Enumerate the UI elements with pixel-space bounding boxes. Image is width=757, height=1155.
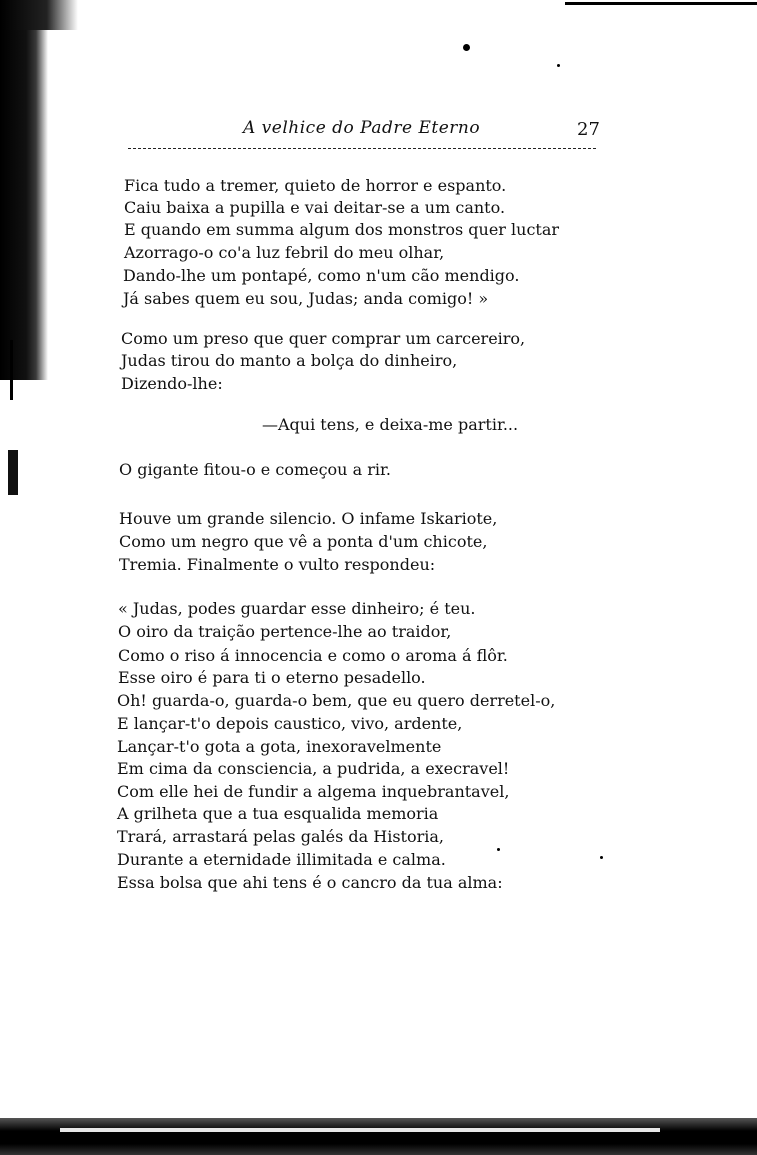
poem-line: O gigante fitou-o e começou a rir. bbox=[119, 460, 391, 479]
scan-top-rule bbox=[565, 2, 757, 5]
poem-line: Esse oiro é para ti o eterno pesadello. bbox=[118, 668, 426, 687]
page-number: 27 bbox=[577, 119, 600, 140]
poem-line: « Judas, podes guardar esse dinheiro; é teu. bbox=[118, 599, 476, 618]
poem-line: Houve um grande silencio. O infame Iskariote, bbox=[119, 509, 498, 528]
poem-line: Lançar-t'o gota a gota, inexoravelmente bbox=[117, 737, 442, 756]
ink-speck bbox=[463, 44, 470, 51]
edge-artifact bbox=[8, 450, 18, 495]
running-title: A velhice do Padre Eterno bbox=[243, 118, 481, 138]
poem-line: Caiu baixa a pupilla e vai deitar-se a um canto. bbox=[124, 198, 506, 217]
poem-line: O oiro da traição pertence-lhe ao traidor, bbox=[118, 622, 452, 641]
poem-line: Judas tirou do manto a bolça do dinheiro, bbox=[121, 351, 458, 370]
poem-line: Tremia. Finalmente o vulto respondeu: bbox=[119, 555, 436, 574]
poem-line: E lançar-t'o depois caustico, vivo, ardente, bbox=[117, 714, 463, 733]
poem-line: Já sabes quem eu sou, Judas; anda comigo! » bbox=[123, 289, 489, 308]
poem-line: Como um negro que vê a ponta d'um chicote, bbox=[119, 532, 488, 551]
poem-line: Dizendo-lhe: bbox=[121, 374, 223, 393]
binding-shadow bbox=[0, 0, 48, 380]
binding-shadow-top bbox=[0, 0, 78, 30]
ink-speck bbox=[557, 64, 560, 67]
header-rule bbox=[128, 148, 596, 149]
poem-line: Azorrago-o co'a luz febril do meu olhar, bbox=[124, 243, 445, 262]
poem-line: Durante a eternidade illimitada e calma. bbox=[117, 850, 446, 869]
poem-line: —Aqui tens, e deixa-me partir... bbox=[262, 415, 519, 434]
poem-line: Dando-lhe um pontapé, como n'um cão mendigo. bbox=[123, 266, 520, 285]
poem-line: E quando em summa algum dos monstros quer luctar bbox=[124, 220, 560, 239]
poem-line: Oh! guarda-o, guarda-o bem, que eu quero derretel-o, bbox=[117, 691, 556, 710]
poem-line: Em cima da consciencia, a pudrida, a execravel! bbox=[117, 759, 510, 778]
poem-line: Trará, arrastará pelas galés da Historia, bbox=[117, 827, 444, 846]
poem-line: Como um preso que quer comprar um carcereiro, bbox=[121, 329, 526, 348]
scan-bottom-highlight bbox=[60, 1128, 660, 1132]
poem-line: Essa bolsa que ahi tens é o cancro da tua alma: bbox=[117, 873, 503, 892]
poem-line: A grilheta que a tua esqualida memoria bbox=[117, 804, 439, 823]
poem-line: Como o riso á innocencia e como o aroma á flôr. bbox=[118, 646, 508, 665]
poem-line: Fica tudo a tremer, quieto de horror e espanto. bbox=[124, 176, 507, 195]
edge-artifact bbox=[10, 340, 13, 400]
scan-bottom-edge bbox=[0, 1118, 757, 1155]
poem-line: Com elle hei de fundir a algema inquebrantavel, bbox=[117, 782, 510, 801]
ink-speck bbox=[600, 856, 603, 859]
ink-speck bbox=[497, 848, 500, 851]
